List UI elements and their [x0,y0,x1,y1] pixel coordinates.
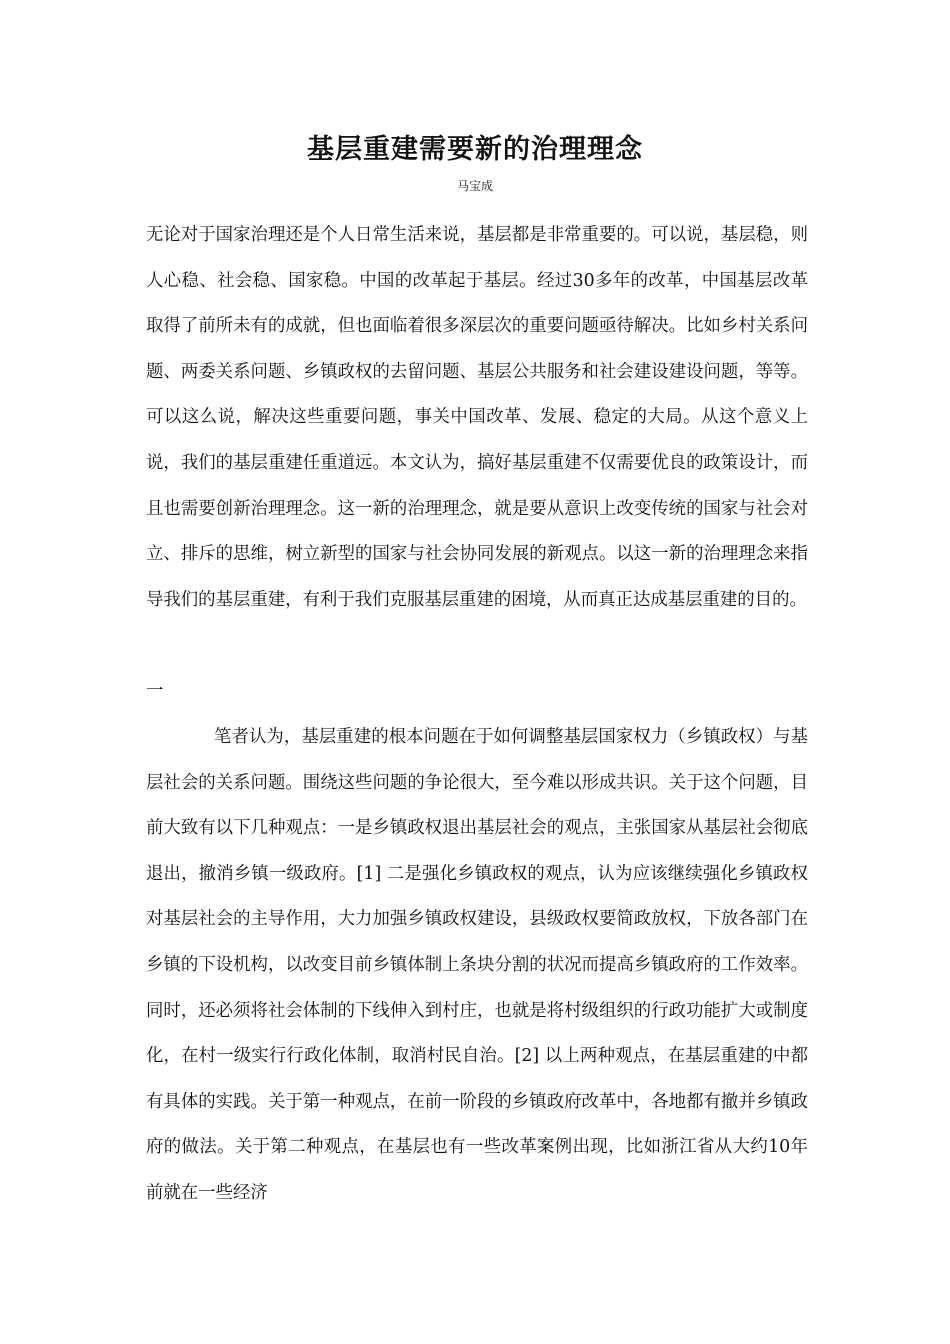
body-paragraph: 无论对于国家治理还是个人日常生活来说，基层都是非常重要的。可以说，基层稳，则人心稳、社会稳、国家稳。中国的改革起于基层。经过30多年的改革，中国基层改革取得了前所未有的成就，但也面临着很多深层次的重要问题亟待解决。比如乡村关系问题、两委关系问题、乡镇政权的去留问题、基层公共服务和社会建设建设问题，等等。可以这么说，解决这些重要问题，事关中国改革、发展、稳定的大局。从这个意义上说，我们的基层重建任重道远。本文认为，搞好基层重建不仅需要优良的政策设计，而且也需要创新治理理念。这一新的治理理念，就是要从意识上改变传统的国家与社会对立、排斥的思维，树立新型的国家与社会协同发展的新观点。以这一新的治理理念来指导我们的基层重建，有利于我们克服基层重建的困境，从而真正达成基层重建的目的。 [146,225,808,610]
body-paragraph: 笔者认为，基层重建的根本问题在于如何调整基层国家权力（乡镇政权）与基层社会的关系问题。围绕这些问题的争论很大，至今难以形成共识。关于这个问题，目前大致有以下几种观点：一是乡镇政权退出基层社会的观点，主张国家从基层社会彻底退出，撤消乡镇一级政府。[1] 二是强化乡镇政权的观点，认为应该继续强化乡镇政权对基层社会的主导作用，大力加强乡镇政权建设，县级政权要简政放权，下放各部门在乡镇的下设机构，以改变目前乡镇体制上条块分割的状况而提高乡镇政府的工作效率。同时，还必须将社会体制的下线伸入到村庄，也就是将村级组织的行政功能扩大或制度化，在村一级实行行政化体制，取消村民自治。[2] 以上两种观点，在基层重建的中都有具体的实践。关于第一种观点，在前一阶段的乡镇政府改革中，各地都有撤并乡镇政府的做法。关于第二种观点，在基层也有一些改革案例出现，比如浙江省从大约10年前就在一些经济 [146,727,808,1203]
document-title: 基层重建需要新的治理理念 [307,134,643,165]
section-heading: 一 [146,681,164,701]
author-name: 马宝成 [456,179,493,193]
